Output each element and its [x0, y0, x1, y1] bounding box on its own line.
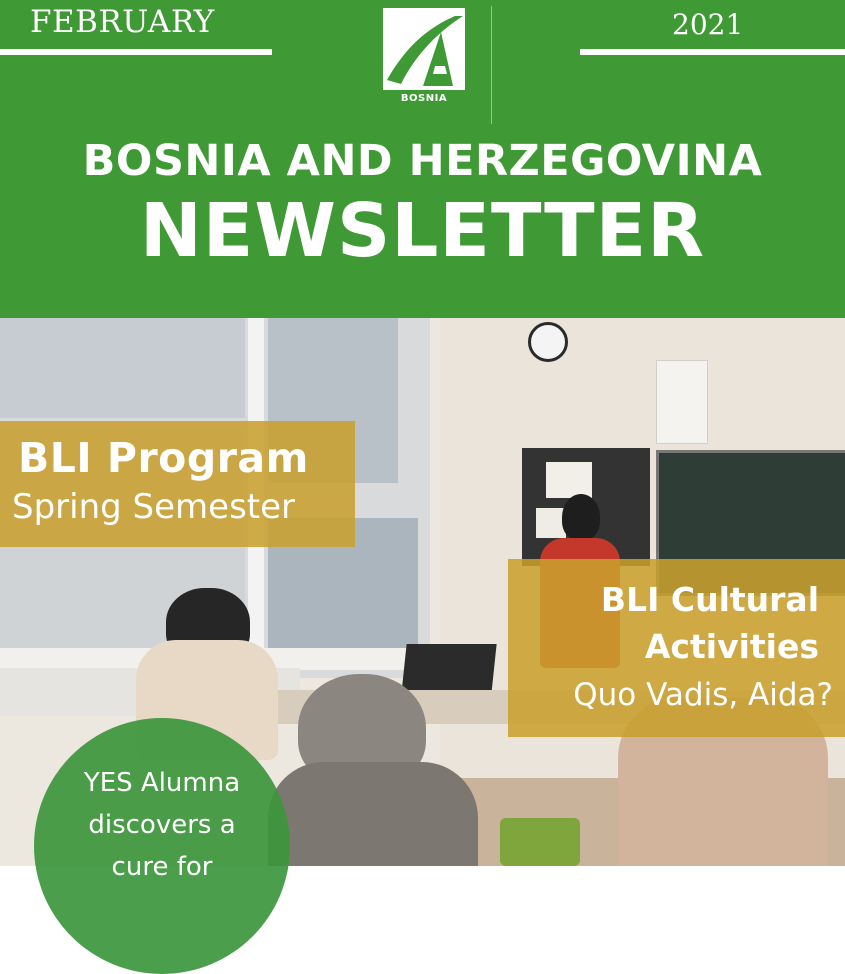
alumna-story-callout[interactable] [34, 718, 290, 974]
callout-subtitle: Spring Semester [12, 487, 296, 527]
callout-text: cure for [111, 852, 213, 882]
cultural-activities-callout[interactable] [508, 559, 845, 737]
header-divider [491, 6, 492, 124]
header-rule-right [580, 49, 845, 55]
wall-clock-icon [528, 322, 568, 362]
newsletter-header [0, 0, 845, 318]
student-figure [268, 762, 478, 866]
notice-paper [546, 462, 592, 498]
callout-text: YES Alumna [83, 768, 241, 798]
bli-program-callout[interactable] [0, 421, 355, 547]
callout-text: discovers a [88, 810, 236, 840]
issue-year: 2021 [672, 8, 744, 41]
teacher-figure [562, 494, 600, 540]
header-rule-left [0, 49, 272, 55]
callout-title: BLI Cultural [600, 580, 819, 619]
newsletter-country-title: BOSNIA AND HERZEGOVINA [82, 136, 763, 186]
program-logo-icon [383, 8, 465, 90]
laptop [401, 644, 496, 694]
window-pane [0, 318, 245, 418]
callout-title: Activities [644, 627, 819, 666]
logo-caption: BOSNIA [400, 93, 448, 104]
wall-crest [656, 360, 708, 444]
chair [500, 818, 580, 866]
callout-title: BLI Program [18, 434, 309, 482]
newsletter-title: NEWSLETTER [139, 188, 706, 274]
issue-month: FEBRUARY [30, 4, 215, 40]
callout-subtitle: Quo Vadis, Aida? [573, 677, 833, 713]
